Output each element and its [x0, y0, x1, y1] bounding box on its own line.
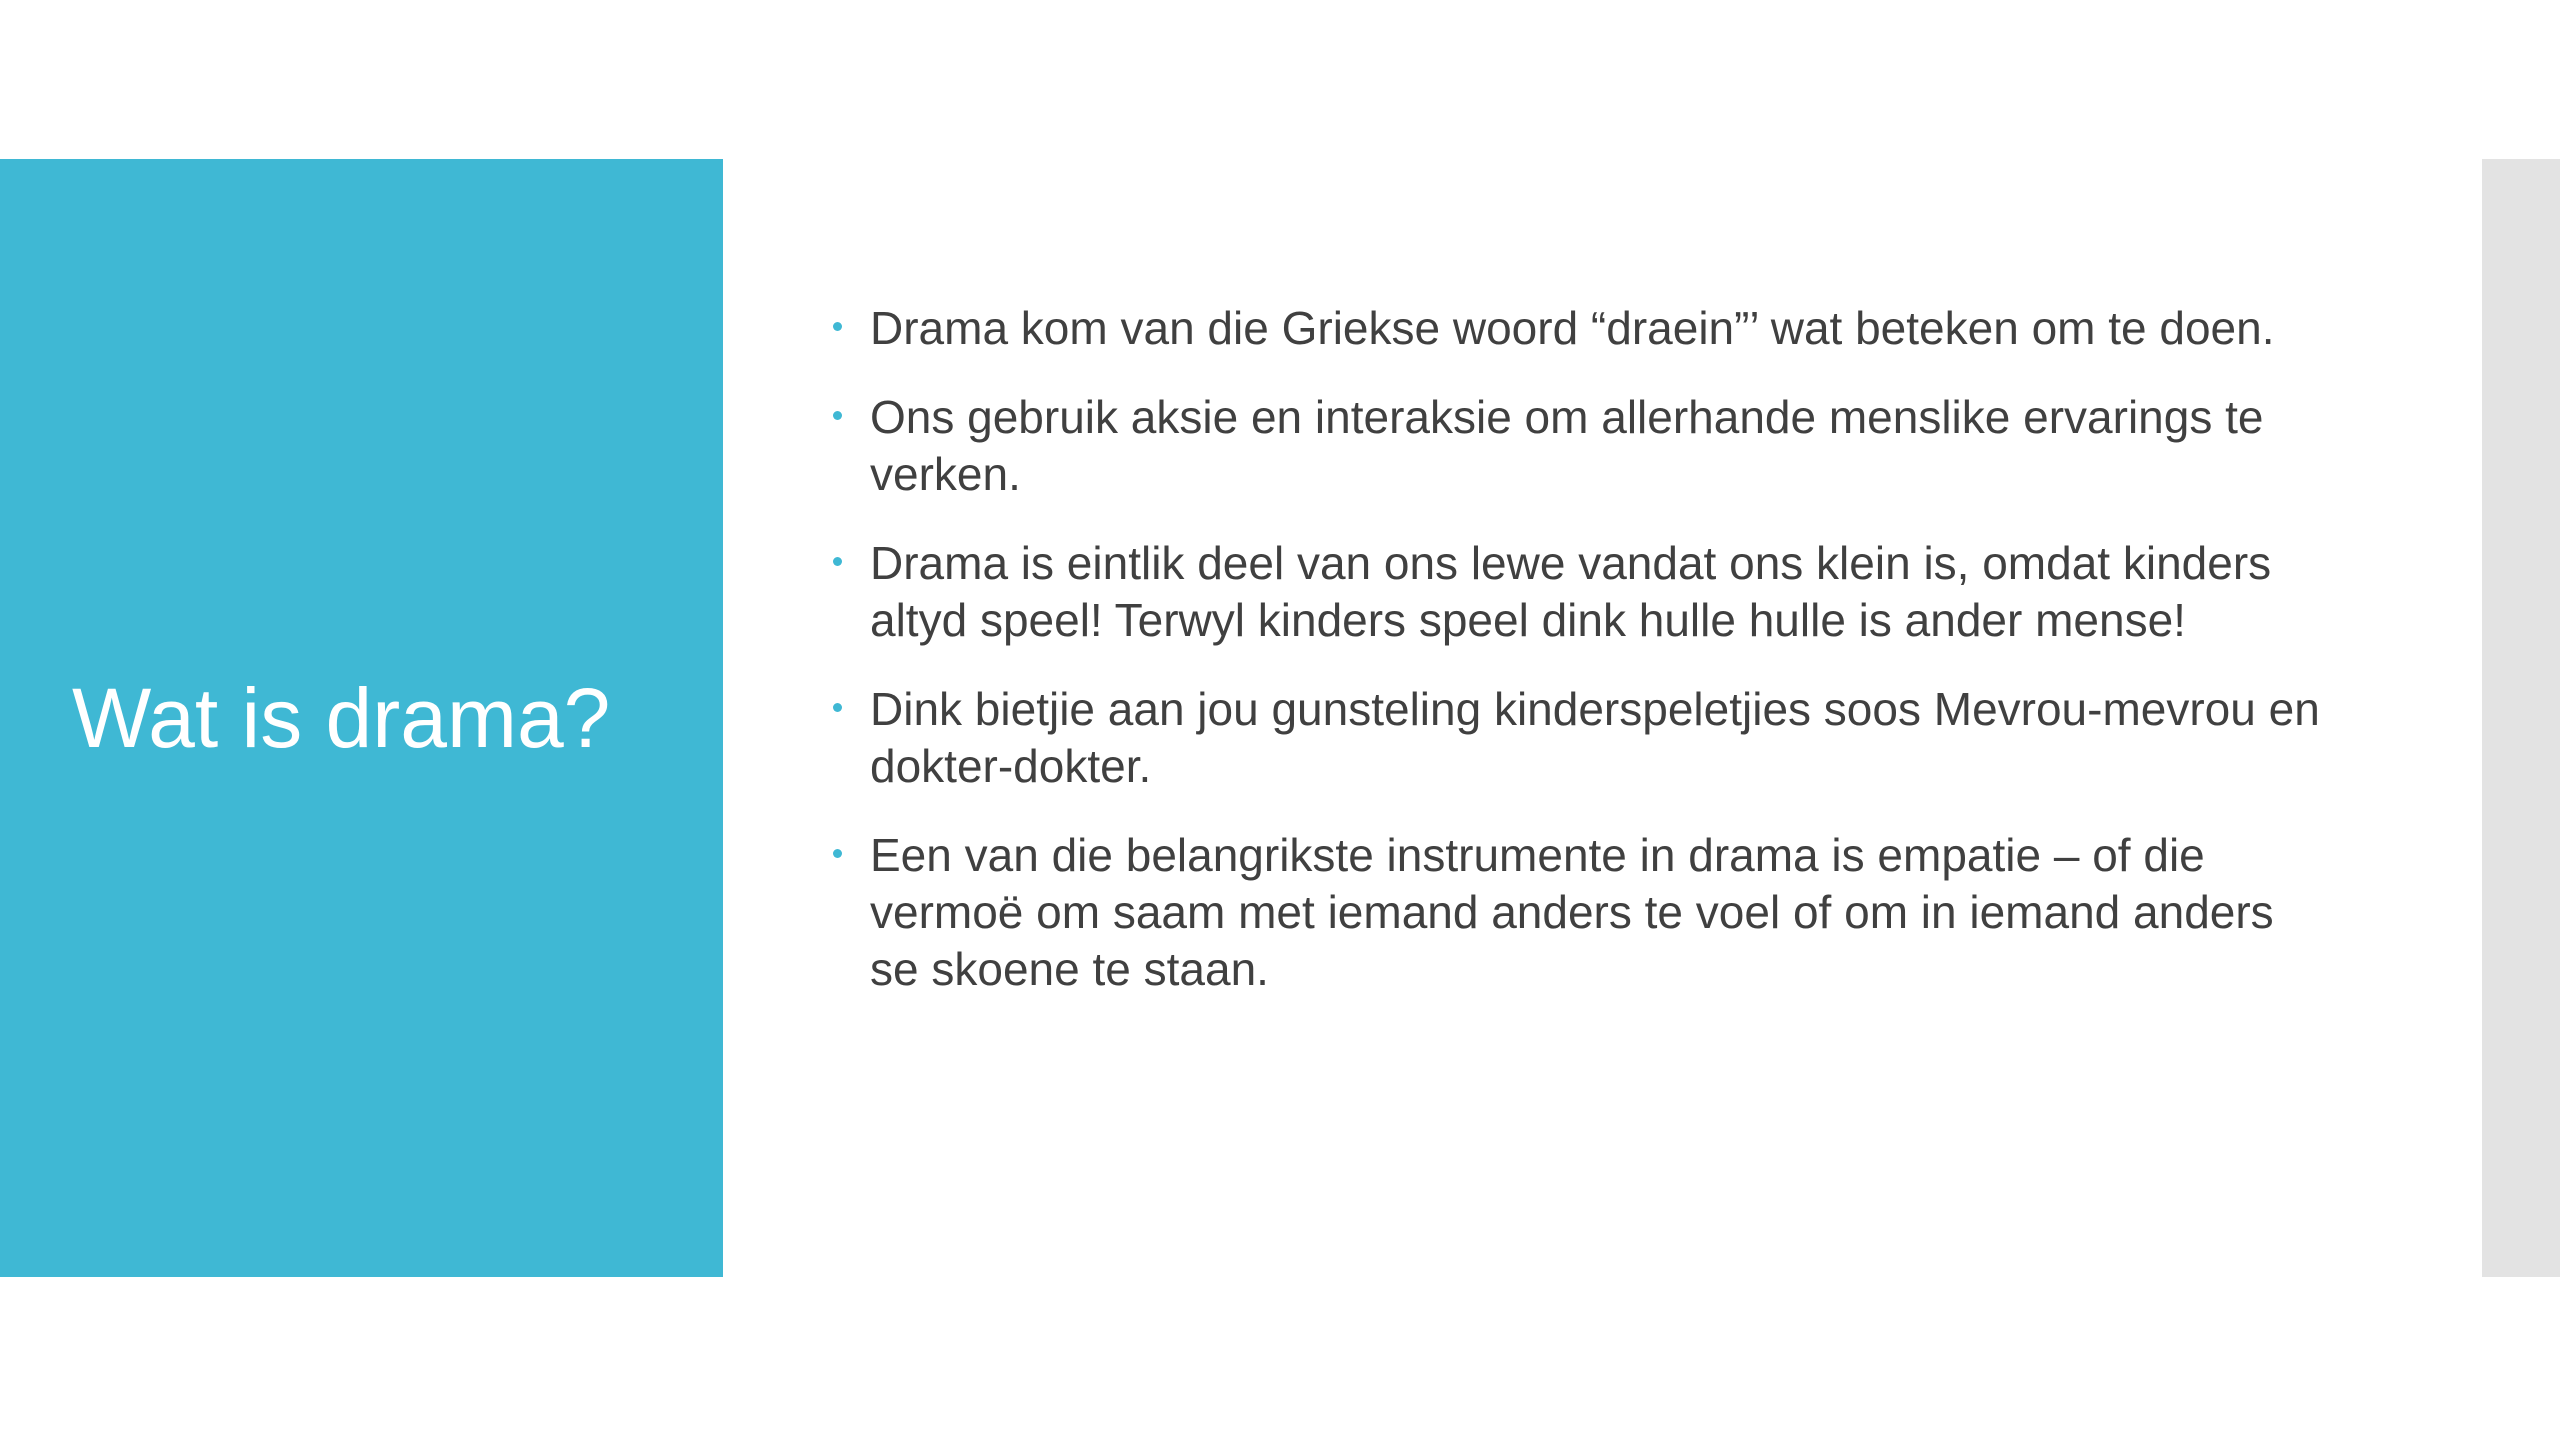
bullet-text: Drama is eintlik deel van ons lewe vandat ons klein is, omdat kinders altyd speel! Terwyl kinders speel dink hulle hulle is ander mense!: [870, 537, 2272, 646]
bullet-text: Een van die belangrikste instrumente in drama is empatie – of die vermoë om saam met iemand anders te voel of om in iemand anders se skoene te staan.: [870, 829, 2274, 995]
bullet-item: [828, 681, 2328, 795]
bullet-item: [828, 389, 2328, 503]
bullet-list: [828, 300, 2328, 1030]
bullet-dot-icon: [833, 703, 842, 712]
bullet-text: Dink bietjie aan jou gunsteling kinderspeletjies soos Mevrou-mevrou en dokter-dokter.: [870, 683, 2320, 792]
bullet-dot-icon: [833, 322, 842, 331]
bullet-dot-icon: [833, 557, 842, 566]
bullet-item: [828, 827, 2328, 998]
bullet-text: Drama kom van die Griekse woord “draein”’ wat beteken om te doen.: [870, 302, 2275, 354]
title-panel: [0, 159, 723, 1277]
bullet-item: [828, 300, 2328, 357]
bullet-text: Ons gebruik aksie en interaksie om allerhande menslike ervarings te verken.: [870, 391, 2264, 500]
bullet-item: [828, 535, 2328, 649]
slide-title: Wat is drama?: [72, 670, 611, 765]
bullet-dot-icon: [833, 849, 842, 858]
bullet-dot-icon: [833, 411, 842, 420]
side-decoration-strip: [2482, 159, 2560, 1277]
